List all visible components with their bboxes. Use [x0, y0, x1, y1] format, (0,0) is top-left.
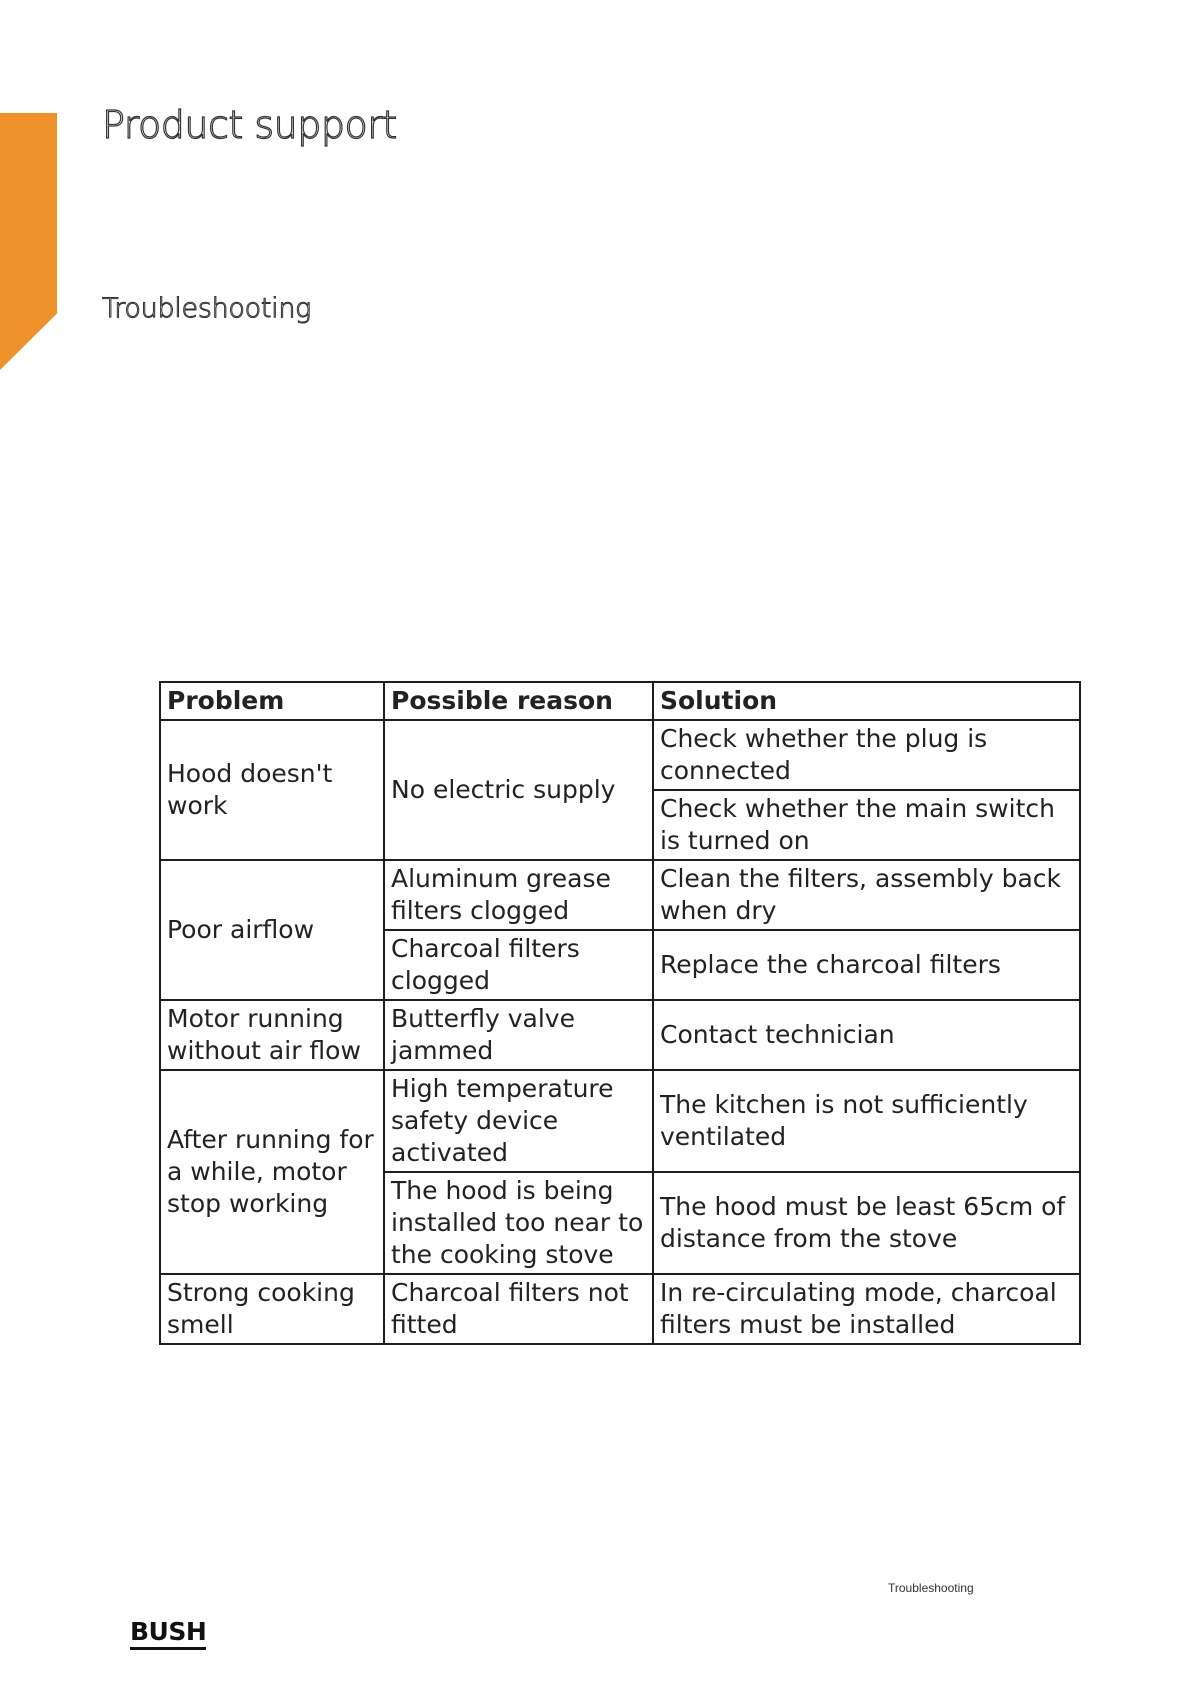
solution-cell: Check whether the main switch is turned on: [653, 790, 1080, 860]
problem-cell: Strong cooking smell: [160, 1274, 384, 1344]
solution-cell: Check whether the plug is connected: [653, 720, 1080, 790]
table-row: [160, 720, 1080, 790]
reason-cell: High temperature safety device activated: [384, 1070, 653, 1172]
solution-cell: Clean the filters, assembly back when dry: [653, 860, 1080, 930]
brand-name: BUSH: [130, 1617, 207, 1646]
problem-cell: Poor airflow: [160, 860, 384, 1000]
logo-underline: [130, 1647, 206, 1650]
reason-cell: The hood is being installed too near to the cooking stove: [384, 1172, 653, 1274]
page-title: Product support: [102, 103, 397, 147]
reason-cell: Aluminum grease filters clogged: [384, 860, 653, 930]
reason-cell: No electric supply: [384, 720, 653, 860]
table-row: [160, 1070, 1080, 1172]
solution-cell: Contact technician: [653, 1000, 1080, 1070]
column-header-solution: Solution: [653, 682, 1080, 720]
reason-cell: Charcoal filters clogged: [384, 930, 653, 1000]
troubleshooting-table: [159, 681, 1081, 1345]
solution-cell: In re-circulating mode, charcoal filters must be installed: [653, 1274, 1080, 1344]
problem-cell: After running for a while, motor stop working: [160, 1070, 384, 1274]
solution-cell: The hood must be least 65cm of distance from the stove: [653, 1172, 1080, 1274]
accent-tab: [0, 113, 57, 370]
table-row: [160, 1274, 1080, 1344]
reason-cell: Butterfly valve jammed: [384, 1000, 653, 1070]
table-header-row: [160, 682, 1080, 720]
column-header-problem: Problem: [160, 682, 384, 720]
section-title: Troubleshooting: [102, 293, 312, 324]
solution-cell: The kitchen is not sufficiently ventilated: [653, 1070, 1080, 1172]
table-row: [160, 1000, 1080, 1070]
solution-cell: Replace the charcoal filters: [653, 930, 1080, 1000]
column-header-reason: Possible reason: [384, 682, 653, 720]
footer-section-label: Troubleshooting: [888, 1581, 974, 1595]
table-row: [160, 860, 1080, 930]
problem-cell: Hood doesn't work: [160, 720, 384, 860]
problem-cell: Motor running without air flow: [160, 1000, 384, 1070]
reason-cell: Charcoal filters not fitted: [384, 1274, 653, 1344]
bush-logo: [130, 1617, 206, 1646]
